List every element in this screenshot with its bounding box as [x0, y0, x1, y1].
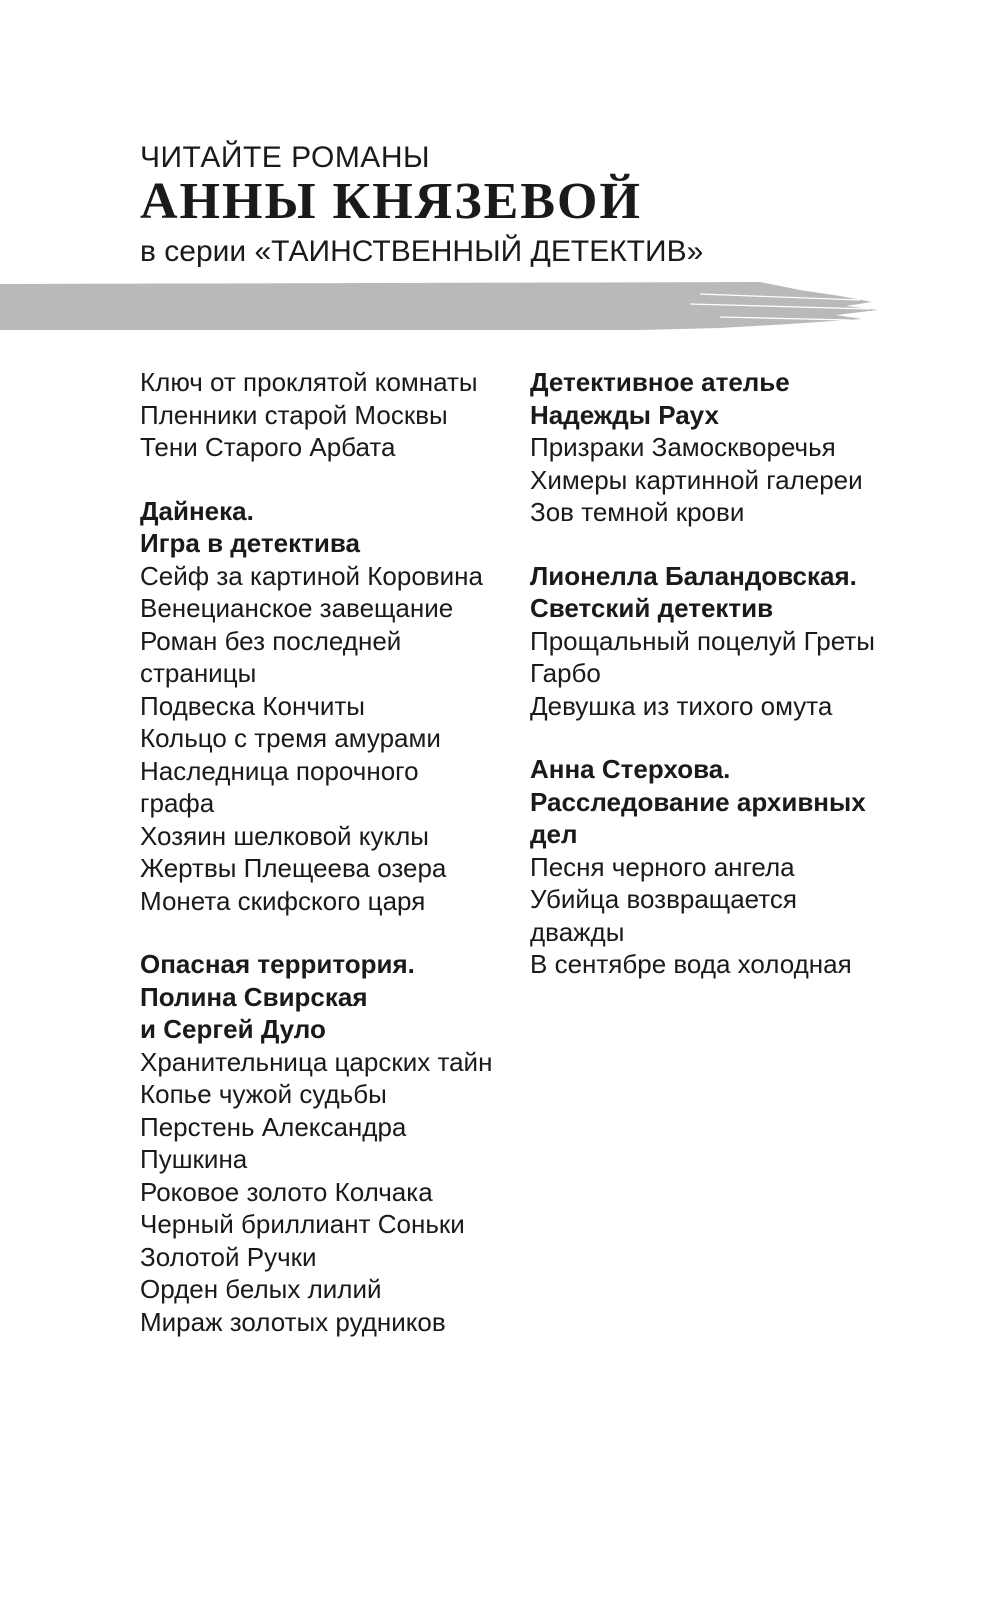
subseries-title-line: Полина Свирская — [140, 981, 368, 1012]
series-header — [140, 140, 940, 272]
book-title: Пленники старой Москвы — [140, 399, 448, 430]
book-title: Черный бриллиант Соньки — [140, 1209, 465, 1239]
book-title: Гарбо — [530, 658, 601, 688]
left-column — [140, 366, 520, 1369]
right-column — [530, 366, 930, 1012]
book-title: Перстень Александра — [140, 1111, 407, 1142]
subseries-title-line: Лионелла Баландовская. — [530, 560, 857, 591]
book-title: Мираж золотых рудников — [140, 1306, 446, 1337]
book-title: Наследница порочного — [140, 755, 419, 786]
group-daineka — [140, 495, 520, 918]
book-title: Призраки Замоскворечья — [530, 432, 836, 462]
subseries-title — [530, 560, 930, 625]
book-title: Ключ от проклятой комнаты — [140, 367, 478, 397]
book-title: дважды — [530, 916, 625, 947]
subseries-title-line: Детективное ателье — [530, 367, 790, 397]
subseries-title-line: Игра в детектива — [140, 528, 360, 558]
book-title: Прощальный поцелуй Греты — [530, 625, 875, 656]
book-title: Хозяин шелковой куклы — [140, 820, 429, 851]
brush-stroke-divider — [0, 282, 880, 332]
header-author-name: АННЫ КНЯЗЕВОЙ — [140, 173, 642, 230]
header-read-novels: ЧИТАЙТЕ РОМАНЫ — [140, 141, 431, 174]
subseries-title — [140, 948, 520, 1046]
book-title: Хранительница царских тайн — [140, 1046, 493, 1077]
book-title: Золотой Ручки — [140, 1241, 317, 1272]
subseries-title-line: Надежды Раух — [530, 399, 719, 430]
subseries-title — [530, 366, 930, 431]
subseries-title-line: Расследование архивных — [530, 786, 866, 817]
book-title: Венецианское завещание — [140, 593, 454, 623]
subseries-title-line: Опасная территория. — [140, 949, 415, 979]
book-title: Орден белых лилий — [140, 1274, 382, 1304]
book-title: Жертвы Плещеева озера — [140, 853, 447, 883]
book-title: Роман без последней — [140, 625, 402, 656]
group-dangerous-territory — [140, 948, 520, 1338]
subseries-title-line: дел — [530, 819, 578, 849]
group-anna-sterkhova — [530, 753, 930, 981]
book-title: Роковое золото Колчака — [140, 1176, 433, 1207]
book-title: Зов темной крови — [530, 497, 745, 527]
book-title: Пушкина — [140, 1144, 248, 1174]
book-title: Монета скифского царя — [140, 885, 426, 916]
book-title: Песня черного ангела — [530, 851, 795, 882]
subseries-title-line: и Сергей Дуло — [140, 1014, 326, 1044]
header-series-name: в серии «ТАИНСТВЕННЫЙ ДЕТЕКТИВ» — [140, 235, 704, 268]
book-title: Тени Старого Арбата — [140, 432, 396, 462]
book-title: Сейф за картиной Коровина — [140, 560, 483, 591]
book-title: страницы — [140, 658, 257, 688]
subseries-title-line: Светский детектив — [530, 593, 774, 623]
subseries-title — [140, 495, 520, 560]
book-title: В сентябре вода холодная — [530, 949, 852, 979]
group-lionella — [530, 560, 930, 723]
book-title: Химеры картинной галереи — [530, 464, 863, 495]
book-title: Кольцо с тремя амурами — [140, 723, 441, 753]
book-title: Девушка из тихого омута — [530, 690, 833, 721]
subseries-title-line: Дайнека. — [140, 495, 254, 526]
subseries-title — [530, 753, 930, 851]
book-title: Копье чужой судьбы — [140, 1079, 387, 1109]
group-detective-atelier — [530, 366, 930, 529]
book-title: Убийца возвращается — [530, 884, 797, 914]
book-title: Подвеска Кончиты — [140, 690, 365, 721]
book-title: графа — [140, 788, 215, 818]
subseries-title-line: Анна Стерхова. — [530, 754, 731, 784]
group-standalone — [140, 366, 520, 464]
